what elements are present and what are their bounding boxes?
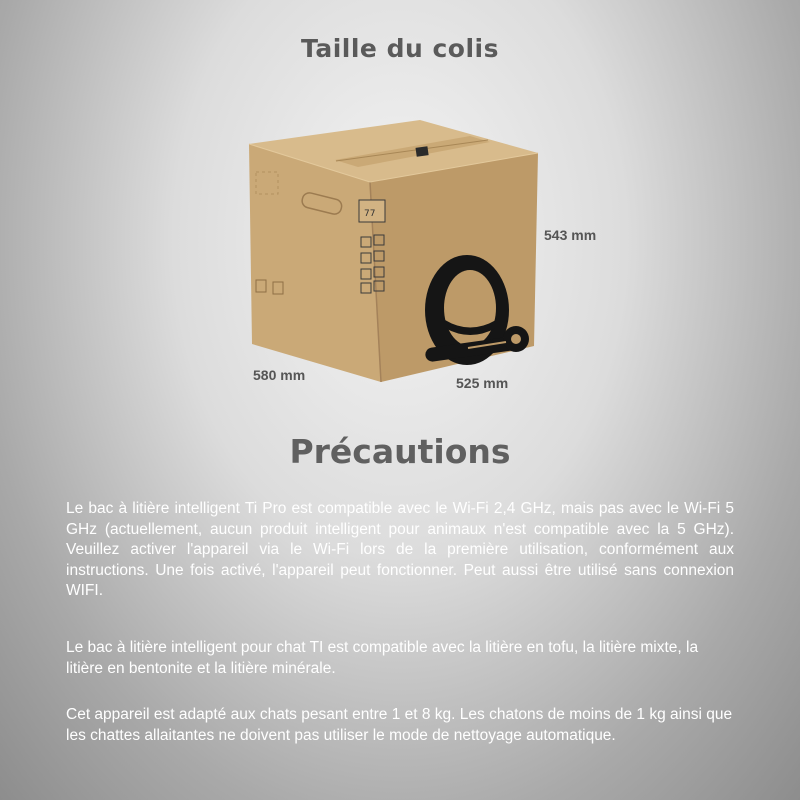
precautions-title: Précautions xyxy=(289,432,511,471)
package-size-title: Taille du colis xyxy=(301,34,499,63)
precaution-paragraph-litter: Le bac à litière intelligent pour chat TI est compatible avec la litière en tofu, la litière mixte, la litière en bentonite et la litière minérale. xyxy=(66,639,699,677)
precaution-paragraph-wifi: Le bac à litière intelligent Ti Pro est compatible avec le Wi-Fi 2,4 GHz, mais pas avec le Wi-Fi 5 GHz (actuellement, aucun produit intelligent pour animaux n'est compatible avec la 5 GHz). Veuillez activer l'appareil via le Wi-Fi lors de la première utilisation, conformément aux instructions. Une fois activé, l'appareil peut fonctionner. Peut aussi être utilisé sans connexion WIFI. xyxy=(66,500,734,599)
precaution-paragraph-weight: Cet appareil est adapté aux chats pesant entre 1 et 8 kg. Les chatons de moins de 1 kg ainsi que les chattes allaitantes ne doivent pas utiliser le mode de nettoyage automatique. xyxy=(66,706,733,744)
depth-dimension-label: 525 mm xyxy=(456,375,509,391)
width-dimension-label: 580 mm xyxy=(253,367,306,383)
height-dimension-label: 543 mm xyxy=(544,227,597,243)
cardboard-box-icon xyxy=(240,120,550,395)
svg-text:77: 77 xyxy=(364,209,376,219)
